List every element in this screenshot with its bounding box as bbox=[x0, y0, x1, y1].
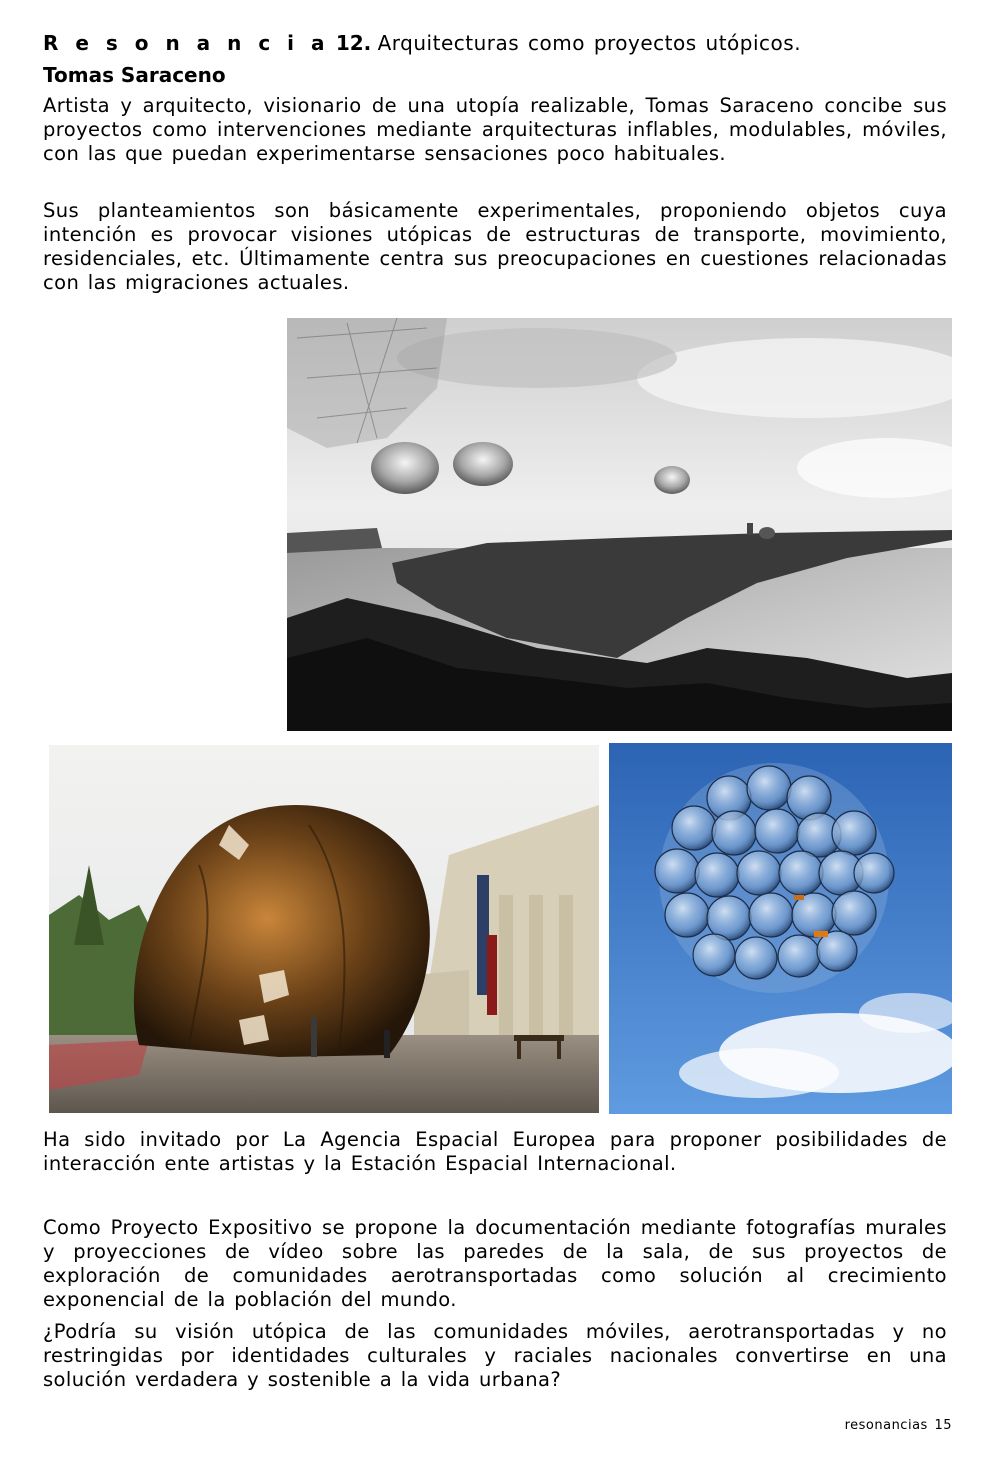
paragraph-question: ¿Podría su visión utópica de las comunidades móviles, aerotransportadas y no restringidas por identidades culturales y raciales nacionales convertirse en una solución verdadera y sostenible a la vida urbana? bbox=[43, 1320, 947, 1391]
artist-name: Tomas Saraceno bbox=[43, 63, 226, 87]
paragraph-exhibition: Como Proyecto Expositivo se propone la documentación mediante fotografías murales y proyecciones de vídeo sobre las paredes de la sala, de sus proyectos de exploración de comunidades aerotransportadas como solución al crecimiento exponencial de la población del mundo. bbox=[43, 1216, 947, 1311]
section-heading bbox=[43, 30, 801, 56]
paragraph-intro: Artista y arquitecto, visionario de una utopía realizable, Tomas Saraceno concibe sus proyectos como intervenciones mediante arquitecturas inflables, modulables, móviles, con las que puedan experimentarse sensaciones poco habituales. bbox=[43, 94, 947, 165]
paragraph-approach: Sus planteamientos son básicamente experimentales, proponiendo objetos cuya intención es provocar visiones utópicas de estructuras de transporte, movimiento, residenciales, etc. Últimamente centra sus preocupaciones en cuestiones relacionadas con las migraciones actuales. bbox=[43, 199, 947, 294]
section-subtitle: Arquitecturas como proyectos utópicos. bbox=[377, 31, 802, 55]
page-footer bbox=[845, 1418, 952, 1433]
paragraph-invitation: Ha sido invitado por La Agencia Espacial Europea para proponer posibilidades de interacción ente artistas y la Estación Espacial Internacional. bbox=[43, 1128, 947, 1175]
page-number: 15 bbox=[934, 1418, 952, 1433]
footer-label: resonancias bbox=[844, 1418, 928, 1433]
photo-bubble-sphere-sky bbox=[609, 743, 952, 1114]
photo-aerial-city-with-floating-pods bbox=[287, 318, 952, 731]
resonance-label: R e s o n a n c i a bbox=[43, 31, 330, 55]
photo-inflatable-sculpture-museum bbox=[49, 745, 599, 1113]
resonance-number: 12. bbox=[335, 31, 372, 55]
